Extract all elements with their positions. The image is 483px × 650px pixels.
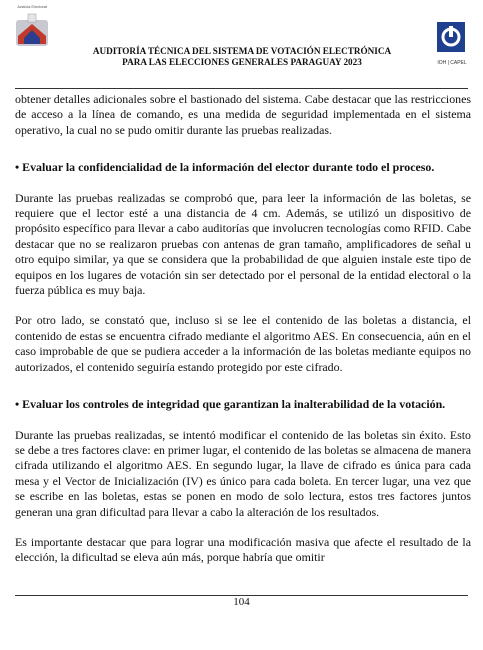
header-rule bbox=[15, 88, 468, 89]
bullet-heading-confidencialidad: • Evaluar la confidencialidad de la información del elector durante todo el proceso. bbox=[15, 160, 435, 175]
title-line-2: PARA LAS ELECCIONES GENERALES PARAGUAY 2023 bbox=[122, 57, 362, 67]
title-line-1: AUDITORÍA TÉCNICA DEL SISTEMA DE VOTACIÓN ELECTRÓNICA bbox=[92, 46, 392, 56]
paragraph-2: Durante las pruebas realizadas se comprobó que, para leer la información de las boletas, se requiere que el lector esté a una distancia de 4 cm. Además, se utilizó un dispositivo de propósito específico para llevar a cabo auditorías que involucren tecnologías como RFID. Cabe destacar que no se realizaron pruebas con antenas de gran tamaño, amplificadores de señal u otro equipo similar, ya que se considera que la probabilidad de que alguien instale este tipo de equipos en los lugares de votación sin ser detectado por el personal de la entidad electoral o la fuerza pública es muy baja. bbox=[15, 190, 471, 298]
page-number: 104 bbox=[233, 596, 250, 608]
page-body bbox=[15, 92, 471, 566]
justicia-electoral-logo bbox=[10, 10, 54, 54]
paragraph-1: obtener detalles adicionales sobre el bastionado del sistema. Cabe destacar que las restricciones de acceso a la línea de comando, es una medida de seguridad implementada en el sistema operativo, la cual no se pudo omitir durante las pruebas realizadas. bbox=[15, 92, 471, 137]
paragraph-4: Durante las pruebas realizadas, se intentó modificar el contenido de las boletas sin éxito. Esto se debe a tres factores clave: en primer lugar, el contenido de las boletas se almacena de manera cifrada utilizando el algoritmo AES. En segundo lugar, la llave de cifrado es única para cada mesa y el Vector de Inicialización (IV) es único para cada boleta. En tercer lugar, una vez que se escribe en las boletas, estas se ponen en modo de solo lectura, estos tres factores juntos generan una gran dificultad para llevar a cabo la alteración de los resultados. bbox=[15, 427, 471, 519]
logo-left-text: Justicia Electoral bbox=[16, 4, 47, 9]
capel-logo bbox=[437, 22, 465, 62]
logo-right-caption: IOH | CAPEL bbox=[437, 60, 467, 66]
bullet-heading-integridad: • Evaluar los controles de integridad que garantizan la inalterabilidad de la votación. bbox=[15, 397, 446, 412]
page-title bbox=[70, 46, 414, 68]
page-header bbox=[0, 0, 483, 88]
paragraph-3: Por otro lado, se constató que, incluso si se lee el contenido de las boletas a distancia, el contenido de estas se encuentra cifrado mediante el algoritmo AES. En consecuencia, aún en el caso improbable de que se pudiera acceder a la información de las boletas mediante equipos no autorizados, el contenido seguiría estando protegido por este cifrado. bbox=[15, 313, 471, 374]
paragraph-5: Es importante destacar que para lograr una modificación masiva que afecte el resultado de la elección, la dificultad se eleva aún más, porque habría que omitir bbox=[15, 534, 471, 565]
